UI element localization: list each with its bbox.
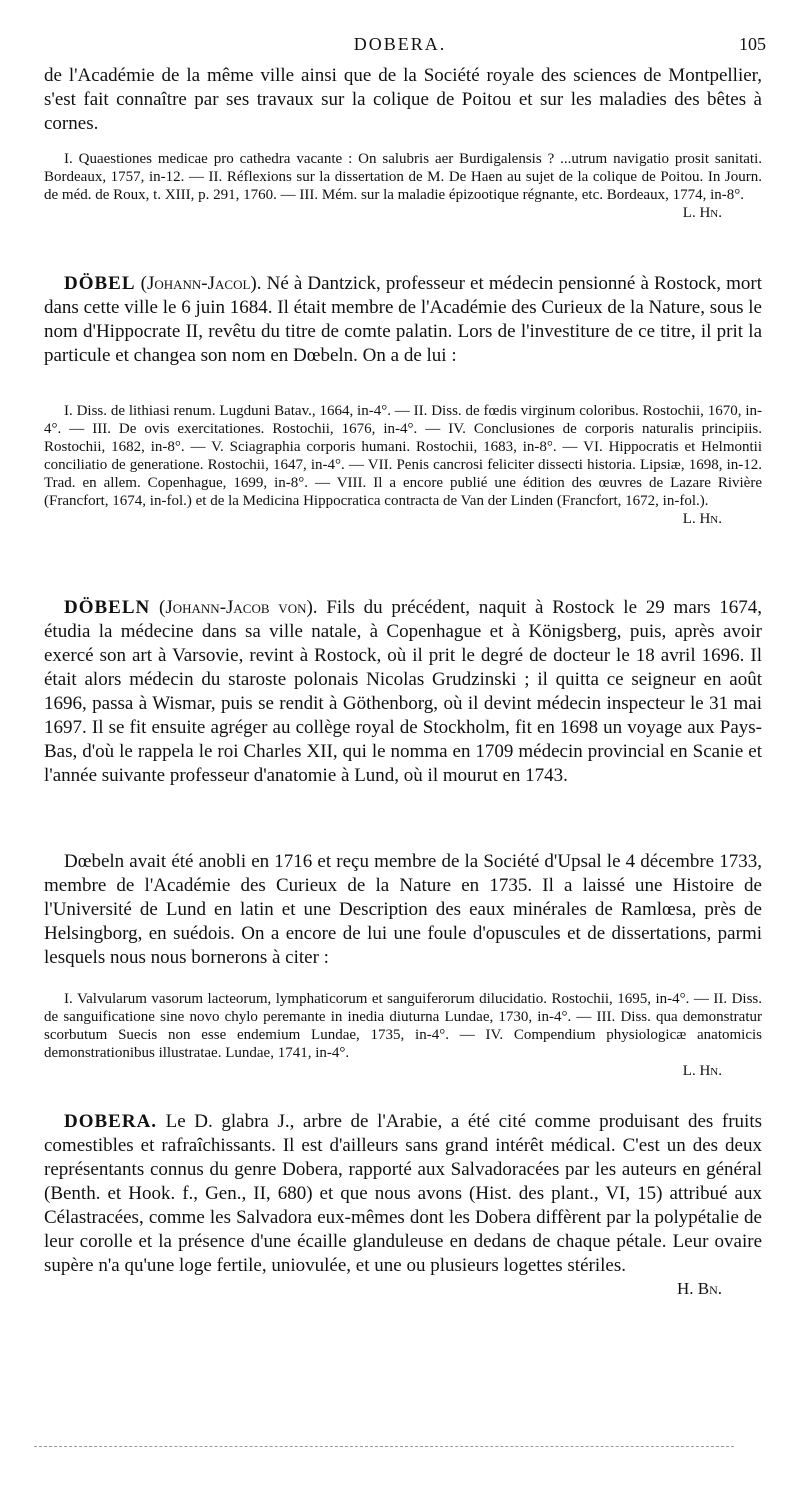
running-head [0,34,800,56]
intro-bibliography [44,150,762,222]
dobeln-signature: L. Hn. [682,1063,722,1079]
running-title: DOBERA. [353,34,447,54]
dobera-entry [44,1110,762,1300]
dobera-headword: DOBERA. [64,1111,158,1132]
intro-signature: L. Hn. [682,205,722,221]
dobera-signature: H. Bn. [676,1279,722,1298]
dobeln-bibliography [44,990,762,1080]
dobeln-text-1: Fils du précédent, naquit à Rostock le 29 mars 1674, étudia la médecine dans sa ville natale, à Copenhague et à Königsberg, puis, après avoir exercé son art à Varsovie, revint à Rostock, où il prit le degré de docteur le 18 avril 1696. Il était alors médecin du staroste polonais Nicolas Grudzinski ; il quitta ce seigneur en août 1696, passa à Wismar, puis se rendit à Göthenborg, où il devint médecin inspecteur le 31 mai 1697. Il se fit ensuite agréger au collège royal de Stockholm, fit en 1698 un voyage aux Pays-Bas, d'où le rappela le roi Charles XII, qui le nomma en 1709 médecin provincial en Scanie et l'année suivante professeur d'anatomie à Lund, où il mourut en 1743. [44,597,763,786]
intro-paragraph: de l'Académie de la même ville ainsi que de la Société royale des sciences de Montpellier, s'est fait connaître par ses travaux sur la colique de Poitou et sur les maladies des bêtes à cornes. [44,65,762,134]
dobel-name: (Johann-Jacol). [140,273,262,294]
dobeln-entry [44,596,762,788]
footer-rule [34,1446,734,1447]
dobera-text: Le D. glabra J., arbre de l'Arabie, a été cité comme produisant des fruits comestibles et rafraîchissants. Il est d'ailleurs sans grand intérêt médical. C'est un des deux représentants connus du genre Dobera, rapporté aux Salvadoracées par les auteurs en général (Benth. et Hook. f., Gen., II, 680) et que nous avons (Hist. des plant., VI, 15) attribué aux Célastracées, comme les Salvadora eux-mêmes dont les Dobera diffèrent par la polypétalie de leur corolle et la présence d'une écaille glanduleuse en dedans de chaque pétale. Leur ovaire supère n'a qu'une loge fertile, uniovulée, et une ou plusieurs logettes stériles. [44,1111,763,1276]
dobel-text: Né à Dantzick, professeur et médecin pensionné à Rostock, mort dans cette ville le 6 juin 1684. Il était membre de l'Académie des Curieux de la Nature, sous le nom d'Hippocrate II, revêtu du titre de comte palatin. Lors de l'investiture de ce titre, il prit la particule et changea son nom en Dœbeln. On a de lui : [44,273,763,366]
dobeln-name: (Johann-Jacob von). [159,597,318,618]
page-number: 105 [739,34,766,54]
dobeln-bibliography-text: I. Valvularum vasorum lacteorum, lymphaticorum et sanguiferorum dilucidatio. Rostochii, 1695, in-4°. — II. Diss. de sanguificatione sine novo chylo peremante in inedia diuturna Lundae, 1730, in-4°. — III. Diss. qua demonstratur scorbutum Suecis non esse endemium Lundae, 1735, in-4°. — IV. Compendium physiologicæ anatomicis demonstrationibus illustratae. Lundae, 1741, in-4°. [44,991,762,1061]
dobel-signature: L. Hn. [682,511,722,527]
dobeln-paragraph-2: Dœbeln avait été anobli en 1716 et reçu membre de la Société d'Upsal le 4 décembre 1733, membre de l'Académie des Curieux de la Nature en 1735. Il a laissé une Histoire de l'Université de Lund en latin et une Description des eaux minérales de Ramlœsa, près de Helsingborg, en suédois. On a encore de lui une foule d'opuscules et de dissertations, parmi lesquels nous nous bornerons à citer : [44,851,762,968]
dobel-headword: DÖBEL [64,273,136,294]
dobeln-headword: DÖBELN [64,597,151,618]
dobel-bibliography [44,402,762,528]
dobel-bibliography-text: I. Diss. de lithiasi renum. Lugduni Batav., 1664, in-4°. — II. Diss. de fœdis virginum coloribus. Rostochii, 1670, in-4°. — III. De ovis exercitationes. Rostochii, 1676, in-4°. — IV. Conclusiones de corporis naturalis principiis. Rostochii, 1682, in-8°. — V. Sciagraphia corporis humani. Rostochii, 1683, in-8°. — VI. Hippocratis et Helmontii conciliatio de generatione. Rostochii, 1647, in-4°. — VII. Penis cancrosi feliciter dissecti historia. Lipsiæ, 1698, in-12. Trad. en allem. Copenhague, 1699, in-8°. — VIII. Il a encore publié une édition des œuvres de Lazare Rivière (Francfort, 1674, in-fol.) et de la Medicina Hippocratica contracta de Van der Linden (Francfort, 1672, in-fol.). [44,403,762,509]
dobel-entry [44,272,762,368]
intro-bibliography-text: I. Quaestiones medicae pro cathedra vacante : On salubris aer Burdigalensis ? ...utrum navigatio prosit sanitati. Bordeaux, 1757, in-12. — II. Réflexions sur la dissertation de M. De Haen au sujet de la colique de Poitou. In Journ. de méd. de Roux, t. XIII, p. 291, 1760. — III. Mém. sur la maladie épizootique régnante, etc. Bordeaux, 1774, in-8°. [44,151,762,203]
